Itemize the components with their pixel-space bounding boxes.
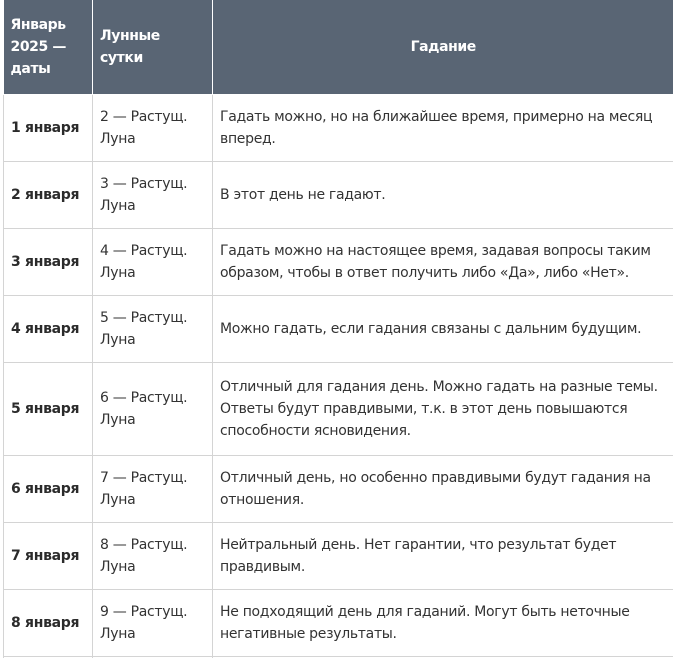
cell-divination: Гадать можно, но на ближайшее время, примерно на месяц вперед.: [213, 94, 674, 161]
cell-lunar-day: 7 — Растущ. Луна: [93, 455, 213, 522]
cell-divination: Нейтральный день. Нет гарантии, что результат будет правдивым.: [213, 522, 674, 589]
table-row: [4, 455, 674, 522]
header-date: Январь 2025 — даты: [4, 0, 93, 94]
header-row: [4, 0, 674, 94]
cell-lunar-day: 2 — Растущ. Луна: [93, 94, 213, 161]
cell-divination: Можно гадать, если гадания связаны с дальним будущим.: [213, 295, 674, 362]
cell-date: 2 января: [4, 161, 93, 228]
cell-divination: В этот день не гадают.: [213, 161, 674, 228]
table-row: [4, 295, 674, 362]
cell-lunar-day: 8 — Растущ. Луна: [93, 522, 213, 589]
cell-date: 1 января: [4, 94, 93, 161]
cell-lunar-day: 3 — Растущ. Луна: [93, 161, 213, 228]
cell-lunar-day: 4 — Растущ. Луна: [93, 228, 213, 295]
cell-date: 8 января: [4, 589, 93, 656]
cell-divination: Отличный день, но особенно правдивыми будут гадания на отношения.: [213, 455, 674, 522]
lunar-calendar-table: [3, 0, 673, 658]
cell-date: 6 января: [4, 455, 93, 522]
header-lunar-day: Лунные сутки: [93, 0, 213, 94]
table-row: [4, 362, 674, 455]
table-row: [4, 161, 674, 228]
cell-lunar-day: 5 — Растущ. Луна: [93, 295, 213, 362]
table-header: [4, 0, 674, 94]
lunar-calendar-table-wrapper: [3, 0, 673, 658]
cell-date: 5 января: [4, 362, 93, 455]
cell-lunar-day: 6 — Растущ. Луна: [93, 362, 213, 455]
cell-date: 7 января: [4, 522, 93, 589]
cell-date: 4 января: [4, 295, 93, 362]
cell-date: 3 января: [4, 228, 93, 295]
header-divination: Гадание: [213, 0, 674, 94]
cell-divination: Гадать можно на настоящее время, задавая вопросы таким образом, чтобы в ответ получить либо «Да», либо «Нет».: [213, 228, 674, 295]
table-body: [4, 94, 674, 658]
table-row: [4, 522, 674, 589]
table-row: [4, 589, 674, 656]
cell-divination: Не подходящий день для гаданий. Могут быть неточные негативные результаты.: [213, 589, 674, 656]
cell-lunar-day: 9 — Растущ. Луна: [93, 589, 213, 656]
cell-divination: Отличный для гадания день. Можно гадать на разные темы. Ответы будут правдивыми, т.к. в этот день повышаются способности ясновидения.: [213, 362, 674, 455]
table-row: [4, 228, 674, 295]
table-row: [4, 94, 674, 161]
